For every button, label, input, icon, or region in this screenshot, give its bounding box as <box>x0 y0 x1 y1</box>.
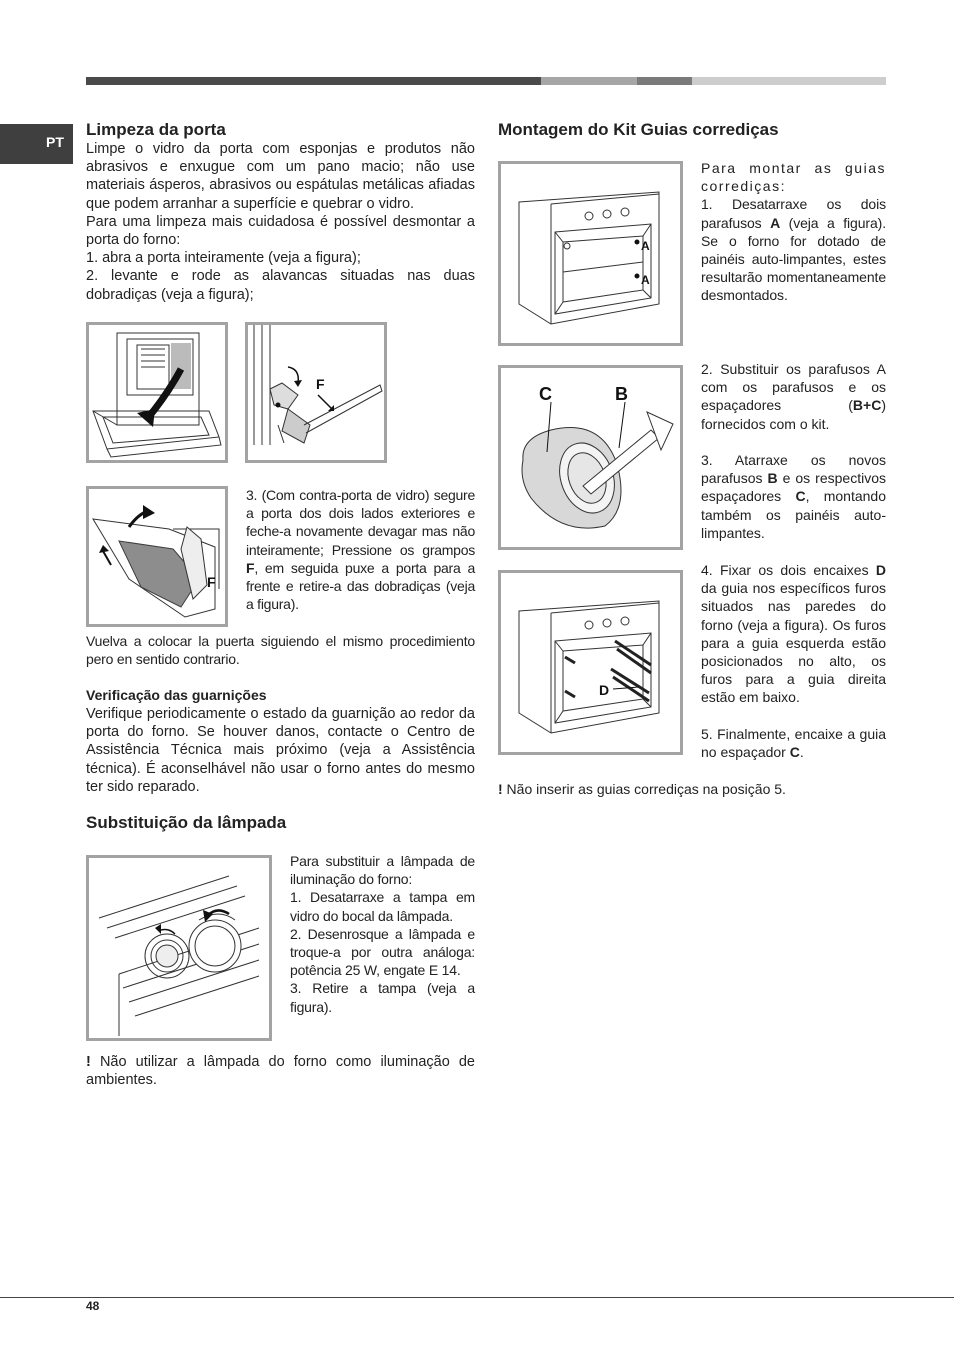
lamp-step-3: 3. Retire a tampa (veja a figura). <box>290 980 475 1015</box>
kit-title: Montagem do Kit Guias corrediças <box>498 120 779 139</box>
figure-label-d: D <box>599 682 610 698</box>
kit-step-5-text-a: 5. Finalmente, encaixe a guia no espaçador <box>701 726 886 761</box>
figure-oven-screws <box>498 161 683 346</box>
kit-step-1-key: A <box>770 214 781 231</box>
lamp-warning-text: Não utilizar a lâmpada do forno como iluminação de ambientes. <box>86 1054 475 1089</box>
figure-door-removal <box>86 486 228 627</box>
figure-spacer <box>498 365 683 550</box>
kit-warning <box>498 780 886 798</box>
kit-step-2-text-a: 2. Substituir os parafusos A com os parafusos e os espaçadores ( <box>701 361 886 414</box>
door-reassemble: Vuelva a colocar la puerta siguiendo el mismo procedimiento pero en sentido contrario. <box>86 633 475 668</box>
page-number: 48 <box>86 1299 100 1313</box>
kit-step-4-text-b: da guia nos específicos furos situados nas paredes do forno (veja a figura). Os furos para a guia esquerda estão posicionados no alto, os furos para a guia direita estão em baixo. <box>701 580 886 706</box>
kit-intro: Para montar as guias corrediças: <box>701 160 886 195</box>
header-bar-segment-2 <box>541 77 637 85</box>
lamp-title: Substituição da lâmpada <box>86 813 287 832</box>
figure-open-door <box>86 322 228 463</box>
kit-step-1-text <box>701 195 886 304</box>
kit-step-1-text-a: 1. Desatarraxe os dois parafusos <box>701 196 886 231</box>
figure-label-f: F <box>316 376 325 392</box>
language-tab: PT <box>0 124 73 164</box>
lamp-warning-mark: ! <box>86 1054 91 1070</box>
lamp-step-1: 1. Desatarraxe a tampa em vidro do bocal da lâmpada. <box>290 889 475 924</box>
kit-step-3-key-2: C <box>795 488 806 505</box>
kit-step-5-key: C <box>789 744 800 761</box>
figure-label-a-bottom: A <box>641 273 650 287</box>
door-cleaning-title: Limpeza da porta <box>86 120 226 139</box>
kit-warning-text: Não inserir as guias corrediças na posição 5. <box>502 781 786 797</box>
door-step-3-key: F <box>246 559 255 576</box>
figure-hinge-lever <box>245 322 387 463</box>
kit-step-5 <box>701 725 886 761</box>
door-cleaning-text <box>86 140 475 304</box>
kit-step-2-text-b: ) fornecidos com o kit. <box>701 397 886 432</box>
header-bar-segment-3 <box>637 77 692 85</box>
kit-step-3-text-a: 3. Atarraxe os novos parafusos <box>701 452 886 487</box>
oven-screws-illustration <box>501 164 680 343</box>
kit-step-3 <box>701 451 886 542</box>
seals-title: Verificação das guarnições <box>86 687 267 703</box>
figure-label-a-top: A <box>641 239 650 253</box>
kit-step-2-key: B+C <box>852 397 882 414</box>
door-step-3-text-a: 3. (Com contra-porta de vidro) segure a porta dos dois lados exteriores e feche-a novamente devagar mas não inteiramente; Pressione os grampos <box>246 487 475 558</box>
kit-step-4 <box>701 561 886 707</box>
kit-step-3-text-b: e os respectivos espaçadores <box>701 470 886 505</box>
lamp-step-2: 2. Desenrosque a lâmpada e troque-a por outra análoga: potência 25 W, engate E 14. <box>290 925 475 979</box>
kit-step-2 <box>701 360 886 433</box>
door-removal-illustration <box>89 489 225 624</box>
kit-warning-mark: ! <box>498 781 503 797</box>
door-step-3-text-b: , em seguida puxe a porta para a frente e retire-a das dobradiças (veja a figura). <box>246 559 475 613</box>
lamp-text <box>290 852 475 1016</box>
figure-label-f-2: F <box>207 574 216 590</box>
footer-divider <box>0 1297 954 1298</box>
open-door-illustration <box>89 325 225 460</box>
door-para-1: Limpe o vidro da porta com esponjas e produtos não abrasivos e enxugue com um pano macio; não use materiais ásperos, abrasivos ou espátulas metálicas afiadas que podem arranhar a superfície e quebrar o vidro. <box>86 141 475 212</box>
door-para-2: Para uma limpeza mais cuidadosa é possível desmontar a porta do forno: <box>86 213 475 249</box>
spacer-illustration <box>501 368 680 547</box>
kit-step-1 <box>701 159 886 305</box>
header-bar-segment-4 <box>692 77 886 85</box>
kit-step-4-key: D <box>875 562 886 578</box>
kit-step-4-text-a: 4. Fixar os dois encaixes <box>701 562 876 578</box>
kit-step-1-text-b: (veja a figura). Se o forno for dotado de painéis auto-limpantes, estes resultarão momentaneamente desmontados. <box>701 214 886 304</box>
door-step-3 <box>246 486 475 613</box>
lamp-warning <box>86 1053 475 1089</box>
door-step-2: 2. levante e rode as alavancas situadas nas duas dobradiças (veja a figura); <box>86 268 475 303</box>
kit-step-3-text-c: , montando também os painéis auto-limpantes. <box>701 488 886 541</box>
kit-step-3-key-1: B <box>767 470 778 487</box>
oven-rails-illustration <box>501 573 680 752</box>
seals-text: Verifique periodicamente o estado da guarnição ao redor da porta do forno. Se houver danos, contacte o Centro de Assistência Técnica mais próximo (veja a Assistência técnica). É aconselhável não usar o forno antes do mesmo ter sido reparado. <box>86 706 475 795</box>
figure-oven-rails <box>498 570 683 755</box>
figure-label-c: C <box>539 384 552 404</box>
header-bar-segment-1 <box>86 77 541 85</box>
hinge-lever-illustration <box>248 325 384 460</box>
lamp-intro: Para substituir a lâmpada de iluminação do forno: <box>290 853 475 888</box>
figure-lamp <box>86 855 272 1041</box>
kit-step-5-text-b: . <box>799 744 804 761</box>
door-step-1: 1. abra a porta inteiramente (veja a figura); <box>86 250 361 267</box>
lamp-illustration <box>89 858 269 1038</box>
figure-label-b: B <box>615 384 628 404</box>
